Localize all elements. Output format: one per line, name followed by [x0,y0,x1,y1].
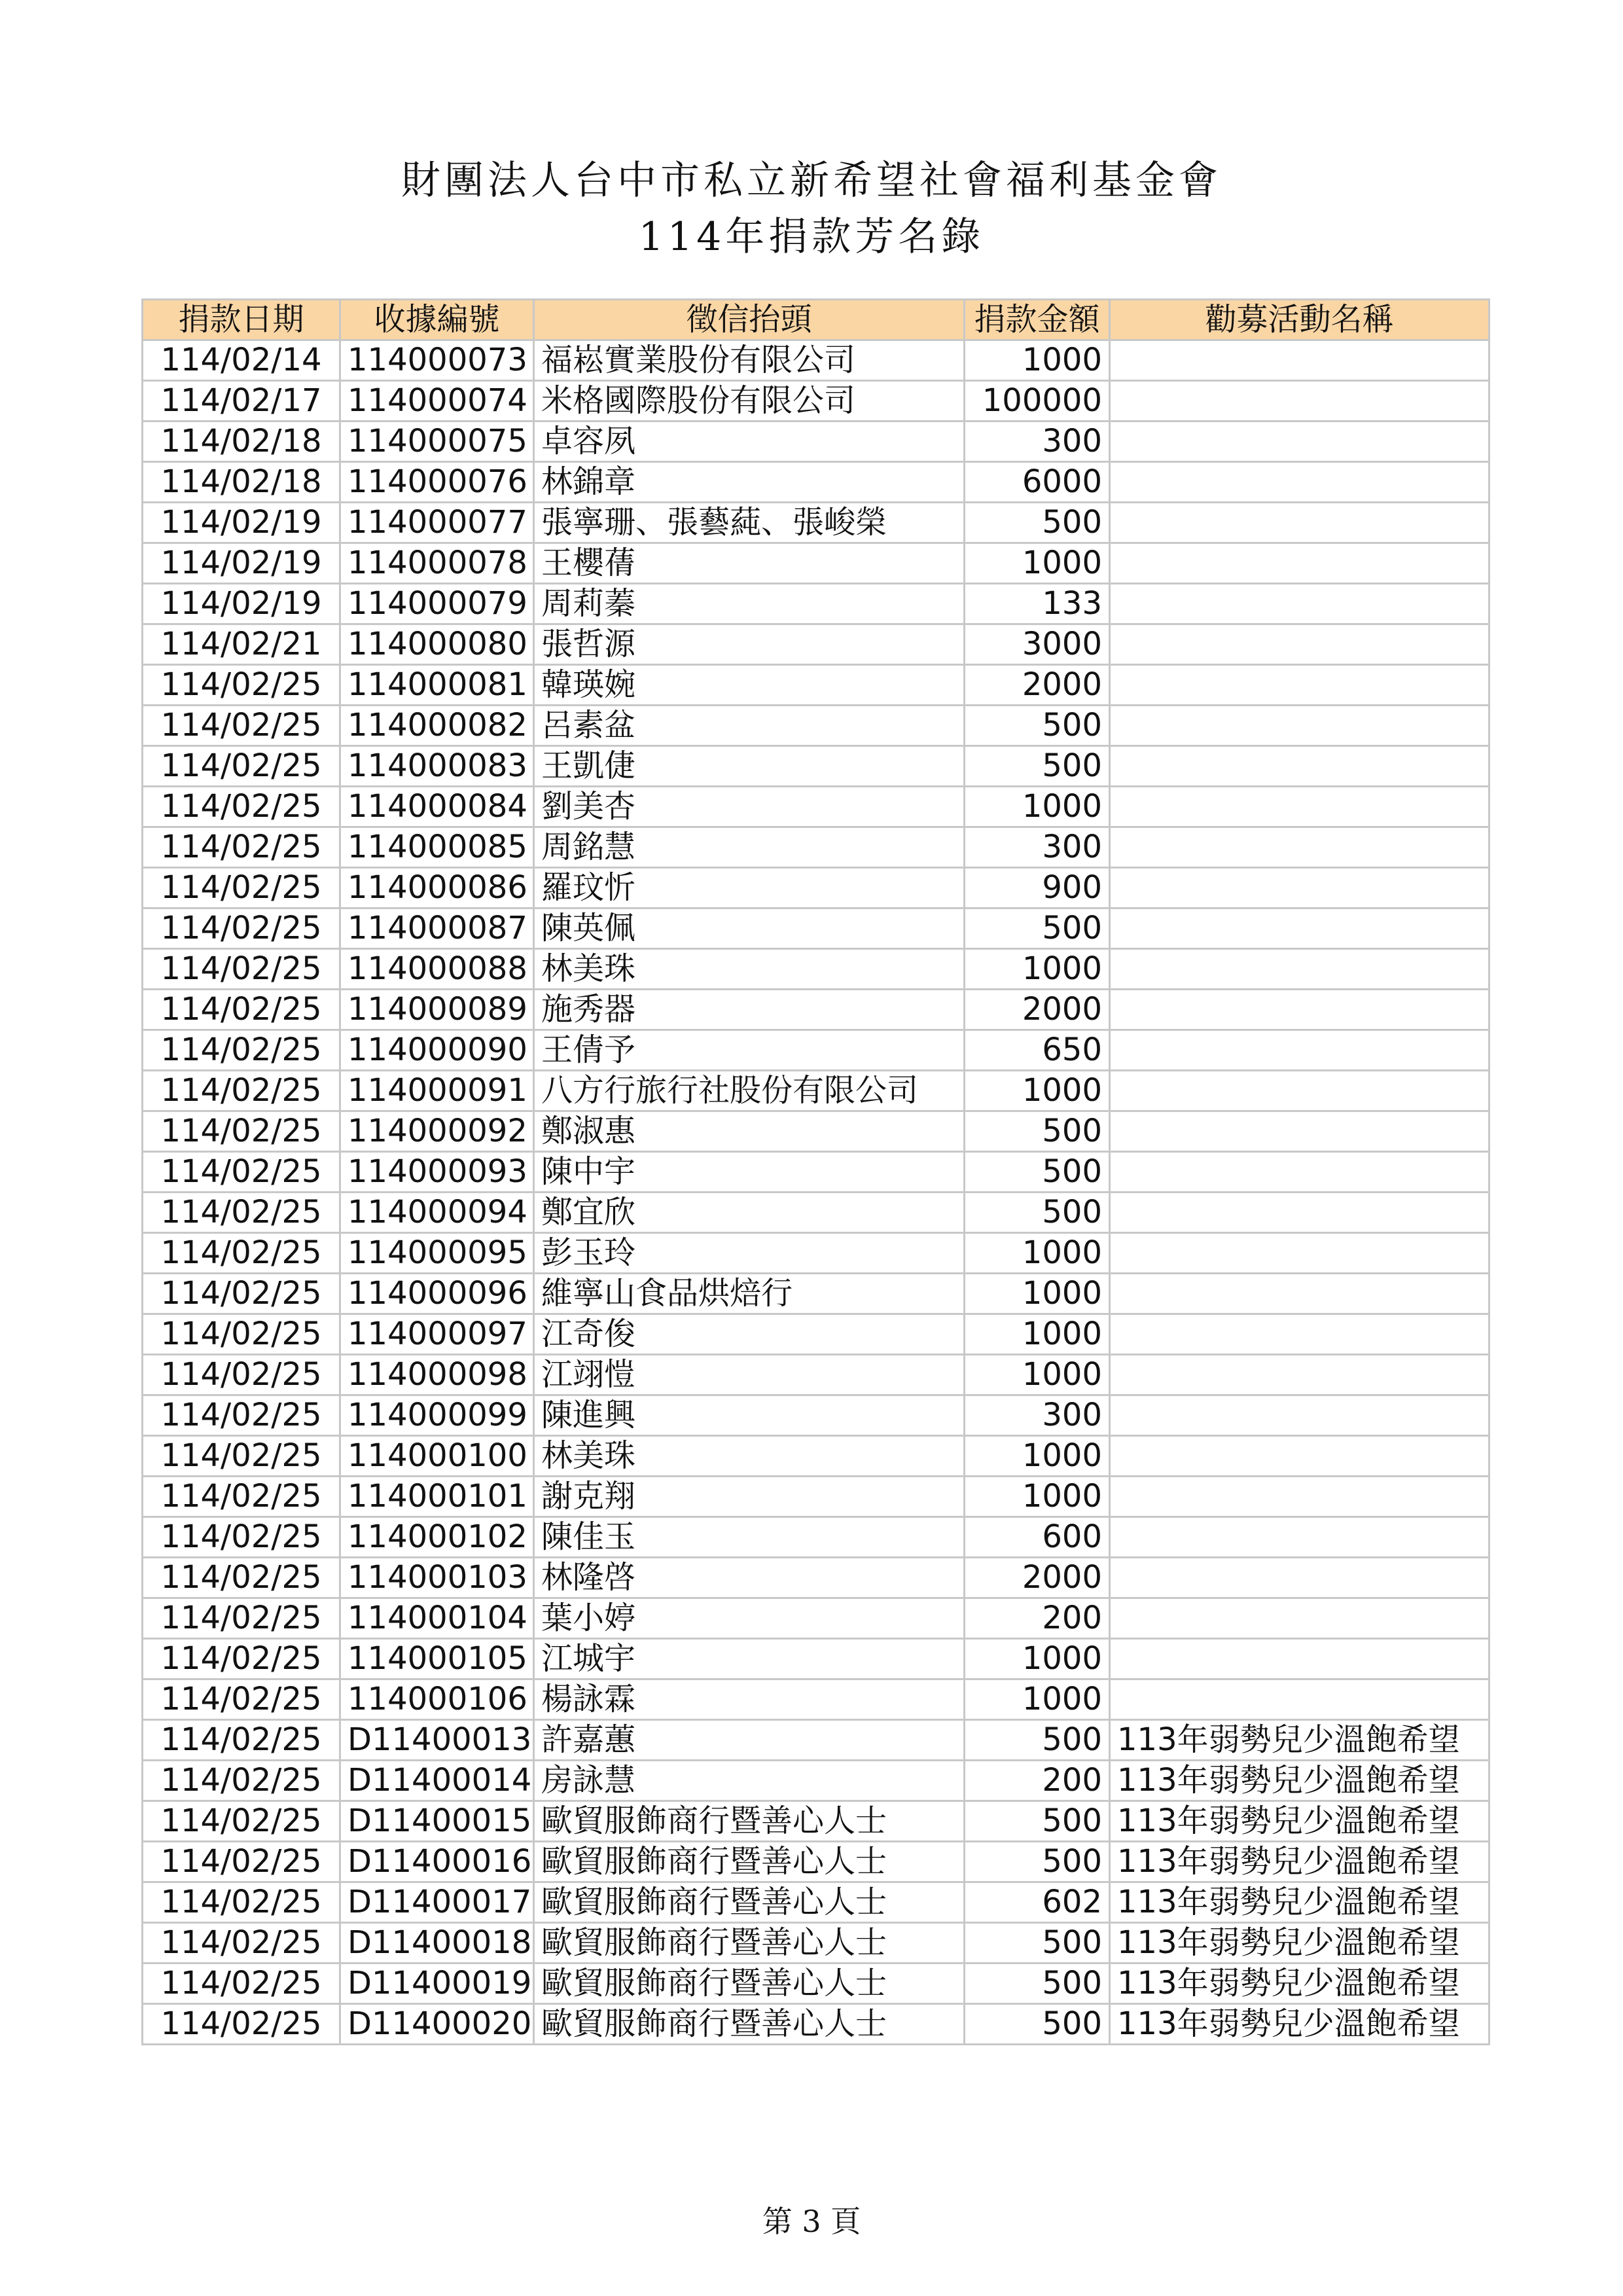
campaign-cell [1110,868,1489,908]
receipt-number-cell: 114000099 [340,1395,534,1436]
amount-cell: 300 [965,422,1110,462]
date-cell: 114/02/19 [143,503,340,543]
amount-cell: 500 [965,1720,1110,1761]
table-row [143,381,1489,422]
payee-cell: 彭玉玲 [534,1233,965,1274]
amount-cell: 500 [965,1923,1110,1964]
date-cell: 114/02/25 [143,1193,340,1233]
campaign-cell [1110,1071,1489,1111]
campaign-cell [1110,503,1489,543]
campaign-cell [1110,1517,1489,1558]
receipt-number-cell: 114000105 [340,1639,534,1679]
campaign-cell [1110,340,1489,381]
amount-cell: 3000 [965,624,1110,665]
receipt-number-cell: 114000078 [340,543,534,584]
amount-cell: 200 [965,1598,1110,1639]
receipt-number-cell: 114000089 [340,990,534,1030]
payee-cell: 林美珠 [534,1436,965,1477]
campaign-cell: 113年弱勢兒少溫飽希望 [1110,2004,1489,2045]
receipt-number-cell: 114000086 [340,868,534,908]
payee-cell: 歐貿服飾商行暨善心人士 [534,1842,965,1882]
table-row [143,1395,1489,1436]
payee-cell: 周莉蓁 [534,584,965,624]
payee-cell: 呂素盆 [534,706,965,746]
amount-cell: 100000 [965,381,1110,422]
table-row [143,1030,1489,1071]
date-cell: 114/02/25 [143,1436,340,1477]
payee-cell: 房詠慧 [534,1761,965,1801]
payee-cell: 許嘉蕙 [534,1720,965,1761]
receipt-number-cell: 114000092 [340,1111,534,1152]
receipt-number-cell: D11400017 [340,1882,534,1923]
payee-cell: 米格國際股份有限公司 [534,381,965,422]
campaign-cell [1110,949,1489,990]
table-row [143,827,1489,868]
table-row [143,1436,1489,1477]
payee-cell: 劉美杏 [534,787,965,827]
table-row [143,1314,1489,1355]
receipt-number-cell: D11400016 [340,1842,534,1882]
table-row [143,1679,1489,1720]
payee-cell: 歐貿服飾商行暨善心人士 [534,2004,965,2045]
payee-cell: 張哲源 [534,624,965,665]
amount-cell: 1000 [965,1314,1110,1355]
payee-cell: 謝克翔 [534,1477,965,1517]
receipt-number-cell: 114000096 [340,1274,534,1314]
amount-cell: 1000 [965,1274,1110,1314]
table-row [143,1964,1489,2004]
amount-cell: 500 [965,746,1110,787]
amount-cell: 300 [965,827,1110,868]
campaign-cell [1110,746,1489,787]
date-cell: 114/02/25 [143,1477,340,1517]
campaign-cell: 113年弱勢兒少溫飽希望 [1110,1761,1489,1801]
date-cell: 114/02/25 [143,1598,340,1639]
receipt-number-cell: D11400014 [340,1761,534,1801]
table-row [143,665,1489,706]
date-cell: 114/02/25 [143,1923,340,1964]
date-cell: 114/02/25 [143,1071,340,1111]
document-subtitle: 114年捐款芳名錄 [638,214,985,260]
date-cell: 114/02/25 [143,990,340,1030]
table-row [143,340,1489,381]
campaign-cell [1110,787,1489,827]
column-header-campaign: 勸募活動名稱 [1110,300,1489,340]
receipt-number-cell: 114000104 [340,1598,534,1639]
table-row [143,1761,1489,1801]
campaign-cell [1110,1598,1489,1639]
date-cell: 114/02/25 [143,1964,340,2004]
donation-table [141,298,1490,2045]
receipt-number-cell: 114000097 [340,1314,534,1355]
amount-cell: 1000 [965,1436,1110,1477]
receipt-number-cell: 114000075 [340,422,534,462]
campaign-cell: 113年弱勢兒少溫飽希望 [1110,1842,1489,1882]
table-row [143,422,1489,462]
date-cell: 114/02/25 [143,706,340,746]
date-cell: 114/02/25 [143,1111,340,1152]
table-row [143,990,1489,1030]
campaign-cell [1110,1639,1489,1679]
receipt-number-cell: 114000082 [340,706,534,746]
date-cell: 114/02/21 [143,624,340,665]
amount-cell: 500 [965,1842,1110,1882]
receipt-number-cell: 114000083 [340,746,534,787]
receipt-number-cell: 114000081 [340,665,534,706]
date-cell: 114/02/19 [143,584,340,624]
campaign-cell [1110,827,1489,868]
date-cell: 114/02/25 [143,1395,340,1436]
payee-cell: 林隆啓 [534,1558,965,1598]
amount-cell: 500 [965,1964,1110,2004]
receipt-number-cell: D11400019 [340,1964,534,2004]
campaign-cell [1110,908,1489,949]
table-row [143,462,1489,503]
table-row [143,746,1489,787]
amount-cell: 1000 [965,1639,1110,1679]
amount-cell: 900 [965,868,1110,908]
table-row [143,584,1489,624]
campaign-cell [1110,1111,1489,1152]
campaign-cell [1110,1274,1489,1314]
campaign-cell [1110,1436,1489,1477]
receipt-number-cell: 114000100 [340,1436,534,1477]
payee-cell: 歐貿服飾商行暨善心人士 [534,1923,965,1964]
date-cell: 114/02/25 [143,1558,340,1598]
date-cell: 114/02/25 [143,827,340,868]
amount-cell: 600 [965,1517,1110,1558]
campaign-cell: 113年弱勢兒少溫飽希望 [1110,1801,1489,1842]
payee-cell: 江翊愷 [534,1355,965,1395]
table-row [143,1639,1489,1679]
campaign-cell [1110,1314,1489,1355]
campaign-cell [1110,1558,1489,1598]
campaign-cell: 113年弱勢兒少溫飽希望 [1110,1720,1489,1761]
payee-cell: 葉小婷 [534,1598,965,1639]
payee-cell: 林美珠 [534,949,965,990]
amount-cell: 133 [965,584,1110,624]
receipt-number-cell: D11400015 [340,1801,534,1842]
table-row [143,1111,1489,1152]
amount-cell: 1000 [965,340,1110,381]
amount-cell: 1000 [965,1071,1110,1111]
payee-cell: 八方行旅行社股份有限公司 [534,1071,965,1111]
payee-cell: 鄭淑惠 [534,1111,965,1152]
date-cell: 114/02/25 [143,1842,340,1882]
table-row [143,868,1489,908]
table-row [143,624,1489,665]
campaign-cell [1110,462,1489,503]
table-row [143,1923,1489,1964]
payee-cell: 張寧珊、張藝蒓、張峻榮 [534,503,965,543]
date-cell: 114/02/25 [143,2004,340,2045]
amount-cell: 1000 [965,543,1110,584]
date-cell: 114/02/25 [143,665,340,706]
date-cell: 114/02/25 [143,1882,340,1923]
table-row [143,1842,1489,1882]
receipt-number-cell: 114000085 [340,827,534,868]
campaign-cell [1110,1679,1489,1720]
date-cell: 114/02/25 [143,868,340,908]
receipt-number-cell: D11400018 [340,1923,534,1964]
payee-cell: 福崧實業股份有限公司 [534,340,965,381]
date-cell: 114/02/14 [143,340,340,381]
amount-cell: 500 [965,2004,1110,2045]
campaign-cell [1110,665,1489,706]
header-row [143,300,1489,340]
column-header-amount: 捐款金額 [965,300,1110,340]
date-cell: 114/02/25 [143,949,340,990]
table-row [143,1517,1489,1558]
receipt-number-cell: 114000074 [340,381,534,422]
table-row [143,1598,1489,1639]
receipt-number-cell: 114000098 [340,1355,534,1395]
amount-cell: 300 [965,1395,1110,1436]
campaign-cell [1110,990,1489,1030]
amount-cell: 2000 [965,665,1110,706]
receipt-number-cell: 114000084 [340,787,534,827]
date-cell: 114/02/25 [143,1517,340,1558]
receipt-number-cell: 114000095 [340,1233,534,1274]
date-cell: 114/02/18 [143,462,340,503]
receipt-number-cell: 114000087 [340,908,534,949]
payee-cell: 韓瑛婉 [534,665,965,706]
receipt-number-cell: 114000073 [340,340,534,381]
receipt-number-cell: 114000094 [340,1193,534,1233]
date-cell: 114/02/25 [143,1679,340,1720]
table-row [143,2004,1489,2045]
amount-cell: 650 [965,1030,1110,1071]
amount-cell: 6000 [965,462,1110,503]
campaign-cell: 113年弱勢兒少溫飽希望 [1110,1882,1489,1923]
date-cell: 114/02/25 [143,1314,340,1355]
date-cell: 114/02/25 [143,1801,340,1842]
payee-cell: 江奇俊 [534,1314,965,1355]
amount-cell: 1000 [965,1355,1110,1395]
amount-cell: 1000 [965,1233,1110,1274]
table-row [143,1193,1489,1233]
amount-cell: 2000 [965,1558,1110,1598]
table-row [143,1152,1489,1193]
date-cell: 114/02/19 [143,543,340,584]
date-cell: 114/02/25 [143,1030,340,1071]
receipt-number-cell: 114000080 [340,624,534,665]
table-row [143,1882,1489,1923]
campaign-cell [1110,1030,1489,1071]
document-title: 財團法人台中市私立新希望社會福利基金會 [401,158,1222,204]
campaign-cell [1110,1395,1489,1436]
date-cell: 114/02/25 [143,1274,340,1314]
payee-cell: 王凱倢 [534,746,965,787]
campaign-cell [1110,422,1489,462]
payee-cell: 卓容夙 [534,422,965,462]
receipt-number-cell: 114000102 [340,1517,534,1558]
receipt-number-cell: D11400020 [340,2004,534,2045]
receipt-number-cell: 114000103 [340,1558,534,1598]
amount-cell: 2000 [965,990,1110,1030]
table-row [143,908,1489,949]
campaign-cell [1110,1477,1489,1517]
table-row [143,787,1489,827]
date-cell: 114/02/25 [143,746,340,787]
receipt-number-cell: 114000076 [340,462,534,503]
receipt-number-cell: 114000106 [340,1679,534,1720]
payee-cell: 林錦章 [534,462,965,503]
campaign-cell: 113年弱勢兒少溫飽希望 [1110,1964,1489,2004]
date-cell: 114/02/25 [143,1720,340,1761]
campaign-cell [1110,1233,1489,1274]
column-header-date: 捐款日期 [143,300,340,340]
receipt-number-cell: D11400013 [340,1720,534,1761]
campaign-cell: 113年弱勢兒少溫飽希望 [1110,1923,1489,1964]
page-number: 第 3 頁 [762,2204,861,2239]
receipt-number-cell: 114000093 [340,1152,534,1193]
date-cell: 114/02/25 [143,1761,340,1801]
amount-cell: 1000 [965,1477,1110,1517]
table-row [143,706,1489,746]
table-row [143,1558,1489,1598]
payee-cell: 鄭宜欣 [534,1193,965,1233]
amount-cell: 500 [965,1152,1110,1193]
table-body [143,340,1489,2045]
column-header-receipt-number: 收據編號 [340,300,534,340]
amount-cell: 500 [965,503,1110,543]
amount-cell: 1000 [965,949,1110,990]
payee-cell: 羅玟忻 [534,868,965,908]
payee-cell: 維寧山食品烘焙行 [534,1274,965,1314]
receipt-number-cell: 114000091 [340,1071,534,1111]
table-row [143,1720,1489,1761]
date-cell: 114/02/17 [143,381,340,422]
payee-cell: 歐貿服飾商行暨善心人士 [534,1964,965,2004]
campaign-cell [1110,1355,1489,1395]
amount-cell: 200 [965,1761,1110,1801]
payee-cell: 王櫻蒨 [534,543,965,584]
campaign-cell [1110,381,1489,422]
receipt-number-cell: 114000101 [340,1477,534,1517]
receipt-number-cell: 114000077 [340,503,534,543]
table-row [143,949,1489,990]
table-row [143,1477,1489,1517]
amount-cell: 500 [965,1801,1110,1842]
payee-cell: 施秀器 [534,990,965,1030]
campaign-cell [1110,584,1489,624]
payee-cell: 陳中宇 [534,1152,965,1193]
table-row [143,1071,1489,1111]
date-cell: 114/02/25 [143,1233,340,1274]
date-cell: 114/02/25 [143,1152,340,1193]
payee-cell: 歐貿服飾商行暨善心人士 [534,1801,965,1842]
payee-cell: 陳進興 [534,1395,965,1436]
date-cell: 114/02/25 [143,1639,340,1679]
campaign-cell [1110,706,1489,746]
payee-cell: 歐貿服飾商行暨善心人士 [534,1882,965,1923]
table-row [143,1274,1489,1314]
amount-cell: 500 [965,908,1110,949]
campaign-cell [1110,624,1489,665]
campaign-cell [1110,1152,1489,1193]
table-header [143,300,1489,340]
date-cell: 114/02/25 [143,908,340,949]
receipt-number-cell: 114000090 [340,1030,534,1071]
date-cell: 114/02/25 [143,787,340,827]
amount-cell: 1000 [965,1679,1110,1720]
amount-cell: 602 [965,1882,1110,1923]
table-row [143,503,1489,543]
receipt-number-cell: 114000088 [340,949,534,990]
table-row [143,1355,1489,1395]
payee-cell: 王倩予 [534,1030,965,1071]
date-cell: 114/02/25 [143,1355,340,1395]
campaign-cell [1110,543,1489,584]
payee-cell: 陳英佩 [534,908,965,949]
date-cell: 114/02/18 [143,422,340,462]
campaign-cell [1110,1193,1489,1233]
table-row [143,543,1489,584]
amount-cell: 500 [965,706,1110,746]
table-row [143,1801,1489,1842]
payee-cell: 陳佳玉 [534,1517,965,1558]
amount-cell: 1000 [965,787,1110,827]
table-row [143,1233,1489,1274]
amount-cell: 500 [965,1193,1110,1233]
payee-cell: 江城宇 [534,1639,965,1679]
payee-cell: 周銘慧 [534,827,965,868]
column-header-payee: 徵信抬頭 [534,300,965,340]
payee-cell: 楊詠霖 [534,1679,965,1720]
amount-cell: 500 [965,1111,1110,1152]
receipt-number-cell: 114000079 [340,584,534,624]
